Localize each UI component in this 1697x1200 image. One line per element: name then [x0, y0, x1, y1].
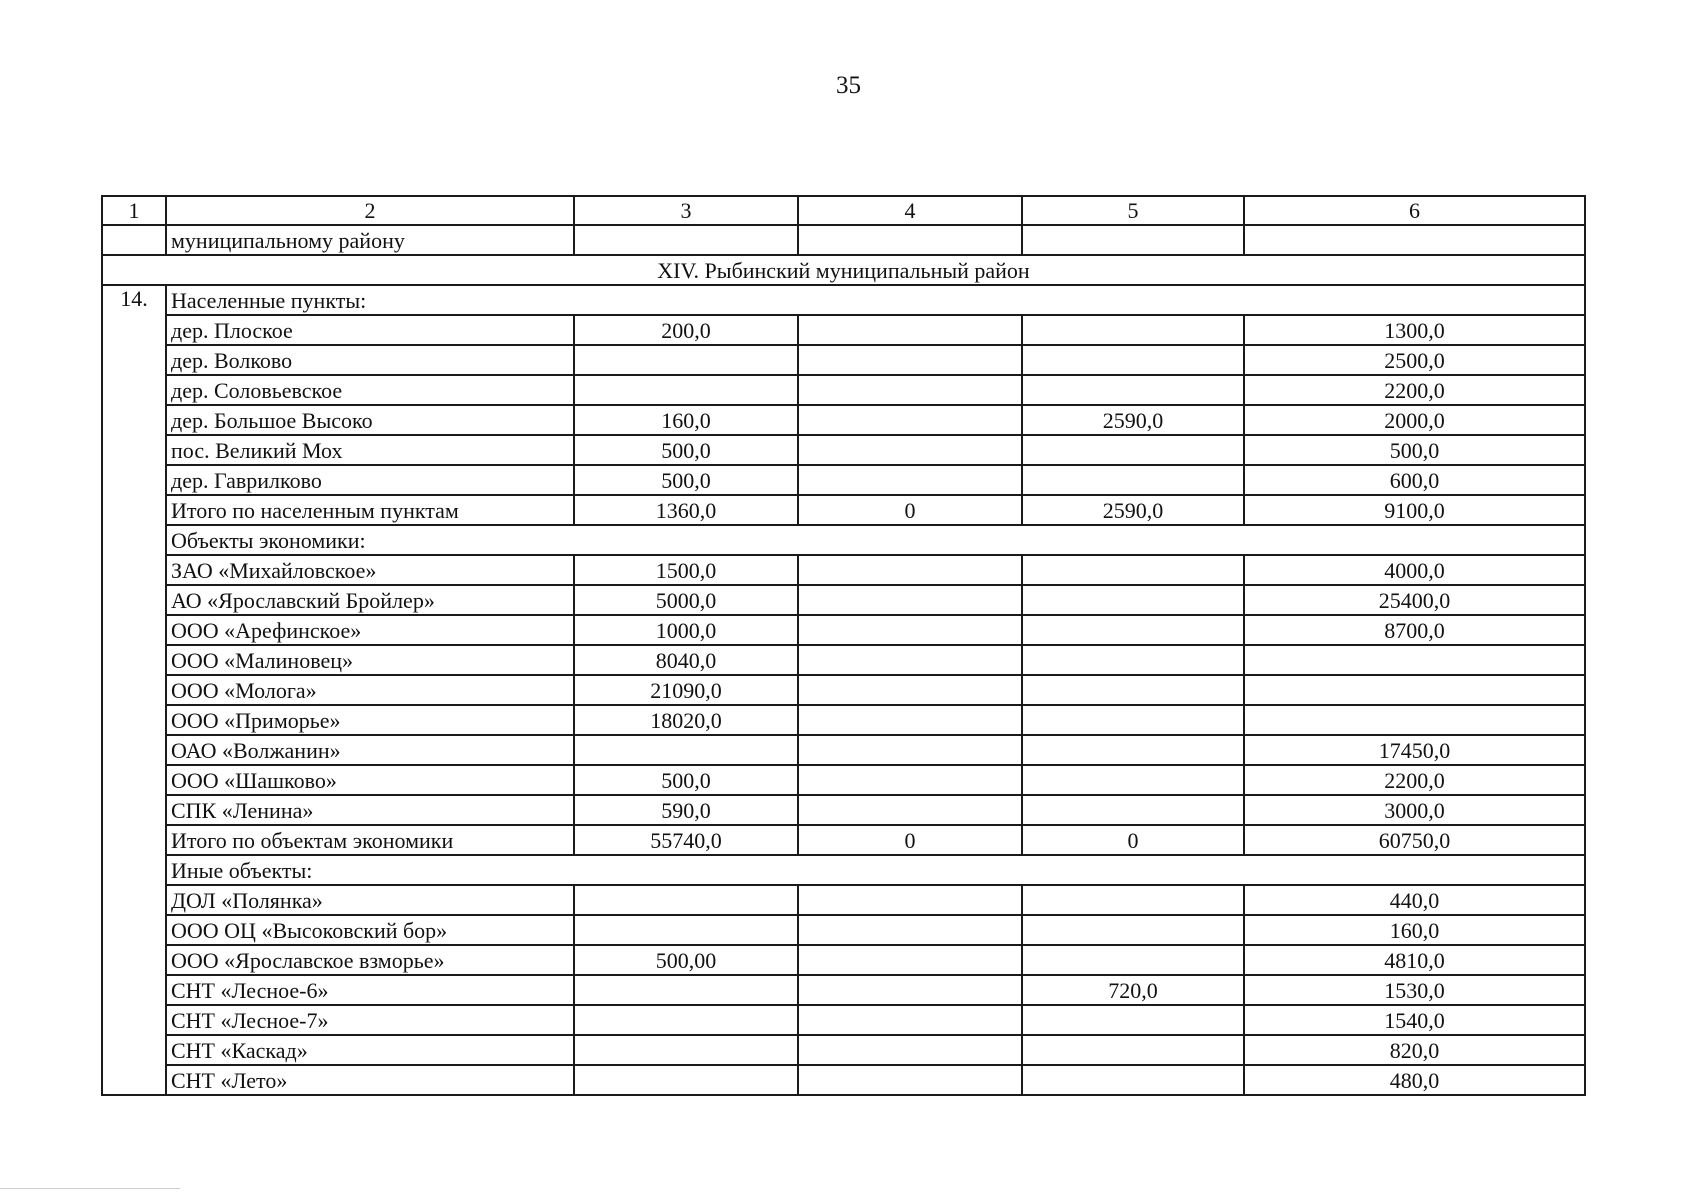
- value-cell: [798, 555, 1022, 585]
- row-name-cell: ООО «Малиновец»: [166, 645, 574, 675]
- value-cell: 500,00: [574, 945, 798, 975]
- value-cell: 18020,0: [574, 705, 798, 735]
- row-name-cell: СНТ «Лесное-6»: [166, 975, 574, 1005]
- value-cell: 2500,0: [1244, 345, 1585, 375]
- value-cell: [798, 465, 1022, 495]
- table-row: [102, 975, 1585, 1005]
- value-cell: 1000,0: [574, 615, 798, 645]
- table-row: [102, 945, 1585, 975]
- table-body: [102, 196, 1585, 1095]
- table-row: [102, 585, 1585, 615]
- row-name-cell: ООО «Молога»: [166, 675, 574, 705]
- value-cell: 55740,0: [574, 825, 798, 855]
- value-cell: 2200,0: [1244, 375, 1585, 405]
- row-name-cell: ЗАО «Михайловское»: [166, 555, 574, 585]
- value-cell: [798, 225, 1022, 255]
- value-cell: [1022, 945, 1244, 975]
- group-title-row: [102, 525, 1585, 555]
- value-cell: [574, 1065, 798, 1095]
- value-cell: 5000,0: [574, 585, 798, 615]
- value-cell: [798, 1005, 1022, 1035]
- value-cell: 200,0: [574, 315, 798, 345]
- column-header: 6: [1244, 196, 1585, 225]
- value-cell: [1022, 765, 1244, 795]
- row-name-cell: СНТ «Лесное-7»: [166, 1005, 574, 1035]
- table-row: [102, 435, 1585, 465]
- value-cell: [1022, 1065, 1244, 1095]
- table-row: [102, 675, 1585, 705]
- row-name-cell: СНТ «Каскад»: [166, 1035, 574, 1065]
- value-cell: [574, 225, 798, 255]
- row-name-cell: ООО «Ярославское взморье»: [166, 945, 574, 975]
- value-cell: [574, 975, 798, 1005]
- value-cell: [798, 585, 1022, 615]
- value-cell: 0: [798, 825, 1022, 855]
- value-cell: [1022, 1005, 1244, 1035]
- value-cell: 600,0: [1244, 465, 1585, 495]
- value-cell: 8700,0: [1244, 615, 1585, 645]
- value-cell: 4810,0: [1244, 945, 1585, 975]
- value-cell: 1500,0: [574, 555, 798, 585]
- value-cell: [1022, 705, 1244, 735]
- table-row: [102, 1065, 1585, 1095]
- value-cell: 1360,0: [574, 495, 798, 525]
- value-cell: [1022, 735, 1244, 765]
- row-name-cell: АО «Ярославский Бройлер»: [166, 585, 574, 615]
- value-cell: 500,0: [574, 435, 798, 465]
- column-header: 3: [574, 196, 798, 225]
- row-name-cell: СНТ «Лето»: [166, 1065, 574, 1095]
- row-name-cell: Итого по объектам экономики: [166, 825, 574, 855]
- value-cell: 2000,0: [1244, 405, 1585, 435]
- row-name-cell: дер. Соловьевское: [166, 375, 574, 405]
- table-row: [102, 495, 1585, 525]
- row-name-cell: дер. Волково: [166, 345, 574, 375]
- value-cell: [798, 315, 1022, 345]
- row-name-cell: ООО ОЦ «Высоковский бор»: [166, 915, 574, 945]
- table-row: [102, 1005, 1585, 1035]
- row-name-cell: ООО «Арефинское»: [166, 615, 574, 645]
- table-row: [102, 1035, 1585, 1065]
- value-cell: [574, 375, 798, 405]
- group-title-row: [102, 855, 1585, 885]
- value-cell: 160,0: [1244, 915, 1585, 945]
- value-cell: 1530,0: [1244, 975, 1585, 1005]
- value-cell: 60750,0: [1244, 825, 1585, 855]
- table-row: [102, 825, 1585, 855]
- value-cell: 1300,0: [1244, 315, 1585, 345]
- value-cell: [574, 345, 798, 375]
- value-cell: [1244, 225, 1585, 255]
- value-cell: 440,0: [1244, 885, 1585, 915]
- continuation-row: [102, 225, 1585, 255]
- value-cell: [1022, 915, 1244, 945]
- row-name-cell: пос. Великий Мох: [166, 435, 574, 465]
- value-cell: [1022, 555, 1244, 585]
- value-cell: [1022, 675, 1244, 705]
- table-row: [102, 915, 1585, 945]
- group-title: Объекты экономики:: [166, 525, 1585, 555]
- value-cell: [798, 615, 1022, 645]
- table-row: [102, 375, 1585, 405]
- value-cell: [798, 645, 1022, 675]
- value-cell: [1022, 885, 1244, 915]
- section-title: XIV. Рыбинский муниципальный район: [102, 255, 1585, 285]
- value-cell: 8040,0: [574, 645, 798, 675]
- row-name-cell: дер. Плоское: [166, 315, 574, 345]
- value-cell: [1022, 645, 1244, 675]
- data-table: [101, 195, 1586, 1096]
- row-name-cell: ООО «Шашково»: [166, 765, 574, 795]
- page-number: 35: [836, 72, 861, 99]
- value-cell: [798, 765, 1022, 795]
- value-cell: 1540,0: [1244, 1005, 1585, 1035]
- value-cell: 17450,0: [1244, 735, 1585, 765]
- row-name-cell: Итого по населенным пунктам: [166, 495, 574, 525]
- value-cell: [1244, 675, 1585, 705]
- value-cell: [798, 375, 1022, 405]
- row-name-cell: ОАО «Волжанин»: [166, 735, 574, 765]
- value-cell: 3000,0: [1244, 795, 1585, 825]
- section-title-row: [102, 255, 1585, 285]
- value-cell: [574, 915, 798, 945]
- table-row: [102, 345, 1585, 375]
- value-cell: [1022, 615, 1244, 645]
- value-cell: [798, 1035, 1022, 1065]
- value-cell: [798, 795, 1022, 825]
- table-row: [102, 555, 1585, 585]
- value-cell: [1022, 315, 1244, 345]
- value-cell: [798, 945, 1022, 975]
- value-cell: 590,0: [574, 795, 798, 825]
- value-cell: 2590,0: [1022, 405, 1244, 435]
- table-row: [102, 465, 1585, 495]
- value-cell: [798, 345, 1022, 375]
- value-cell: [1022, 225, 1244, 255]
- value-cell: 500,0: [574, 465, 798, 495]
- row-number-cell: [102, 225, 166, 255]
- value-cell: 500,0: [1244, 435, 1585, 465]
- value-cell: [798, 885, 1022, 915]
- table-row: [102, 645, 1585, 675]
- row-name-cell: ДОЛ «Полянка»: [166, 885, 574, 915]
- value-cell: 500,0: [574, 765, 798, 795]
- value-cell: [798, 435, 1022, 465]
- value-cell: [798, 1065, 1022, 1095]
- table-row: [102, 705, 1585, 735]
- column-header-row: [102, 196, 1585, 225]
- value-cell: 2200,0: [1244, 765, 1585, 795]
- row-name-cell: ООО «Приморье»: [166, 705, 574, 735]
- value-cell: [1022, 375, 1244, 405]
- value-cell: 0: [1022, 825, 1244, 855]
- group-title: Иные объекты:: [166, 855, 1585, 885]
- column-header: 5: [1022, 196, 1244, 225]
- value-cell: [798, 675, 1022, 705]
- column-header: 2: [166, 196, 574, 225]
- value-cell: [1244, 705, 1585, 735]
- column-header: 1: [102, 196, 166, 225]
- value-cell: [798, 705, 1022, 735]
- group-title: Населенные пункты:: [166, 285, 1585, 315]
- table-row: [102, 885, 1585, 915]
- value-cell: 25400,0: [1244, 585, 1585, 615]
- table-row: [102, 735, 1585, 765]
- footer-divider: [0, 1188, 180, 1189]
- row-name-cell: СПК «Ленина»: [166, 795, 574, 825]
- value-cell: 0: [798, 495, 1022, 525]
- value-cell: [1022, 345, 1244, 375]
- table-row: [102, 765, 1585, 795]
- value-cell: [798, 975, 1022, 1005]
- value-cell: [798, 735, 1022, 765]
- column-header: 4: [798, 196, 1022, 225]
- value-cell: [1244, 645, 1585, 675]
- table-row: [102, 315, 1585, 345]
- table-row: [102, 615, 1585, 645]
- table-row: [102, 795, 1585, 825]
- row-name-cell: муниципальному району: [166, 225, 574, 255]
- item-number: 14.: [102, 285, 166, 1095]
- value-cell: 21090,0: [574, 675, 798, 705]
- value-cell: [1022, 465, 1244, 495]
- value-cell: 480,0: [1244, 1065, 1585, 1095]
- value-cell: 2590,0: [1022, 495, 1244, 525]
- value-cell: [1022, 435, 1244, 465]
- value-cell: [574, 1035, 798, 1065]
- row-name-cell: дер. Большое Высоко: [166, 405, 574, 435]
- value-cell: [574, 1005, 798, 1035]
- value-cell: [1022, 585, 1244, 615]
- value-cell: [574, 885, 798, 915]
- value-cell: [1022, 1035, 1244, 1065]
- group-title-row: [102, 285, 1585, 315]
- value-cell: [1022, 795, 1244, 825]
- value-cell: [574, 735, 798, 765]
- value-cell: 4000,0: [1244, 555, 1585, 585]
- value-cell: [798, 405, 1022, 435]
- value-cell: 720,0: [1022, 975, 1244, 1005]
- value-cell: 9100,0: [1244, 495, 1585, 525]
- value-cell: 160,0: [574, 405, 798, 435]
- table-row: [102, 405, 1585, 435]
- row-name-cell: дер. Гаврилково: [166, 465, 574, 495]
- value-cell: 820,0: [1244, 1035, 1585, 1065]
- value-cell: [798, 915, 1022, 945]
